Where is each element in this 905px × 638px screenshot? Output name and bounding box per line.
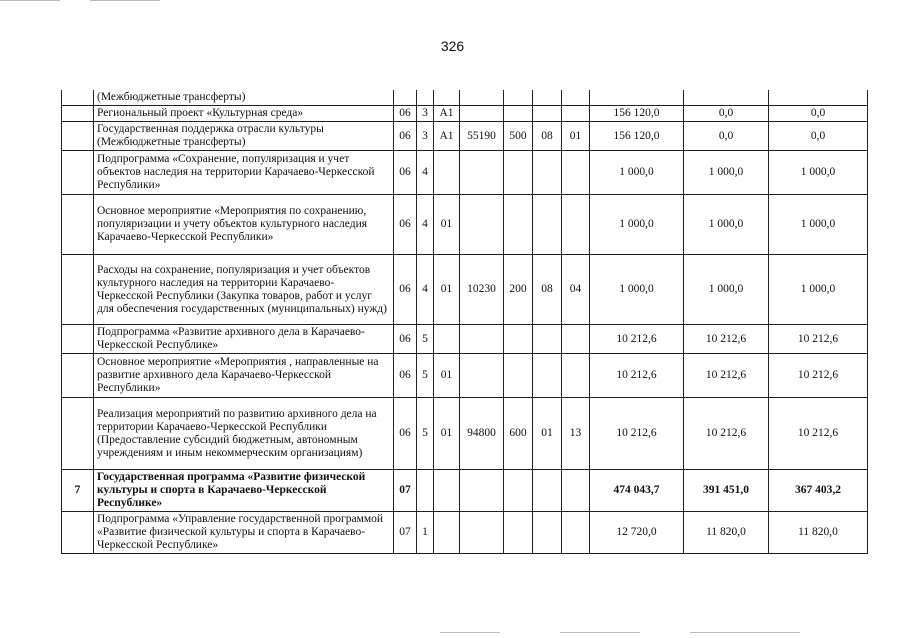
scan-artifact — [560, 632, 640, 633]
code-cell: 06 — [394, 151, 417, 195]
description-cell: Реализация мероприятий по развитию архивного дела на территории Карачаево-Черкесской Республики (Предоставление субсидий бюджетным, автономным учреждениям и иным некоммерческим организациям) — [94, 398, 394, 470]
amount-cell: 11 820,0 — [684, 512, 769, 554]
table-row — [62, 255, 868, 325]
code-cell — [504, 354, 533, 398]
scan-artifact — [690, 632, 800, 633]
code-cell: 1 — [417, 512, 434, 554]
amount-cell: 10 212,6 — [684, 325, 769, 354]
code-cell — [504, 470, 533, 512]
code-cell: 06 — [394, 354, 417, 398]
code-cell: 500 — [504, 122, 533, 151]
code-cell — [562, 90, 590, 106]
code-cell — [417, 470, 434, 512]
description-cell: Региональный проект «Культурная среда» — [94, 106, 394, 122]
code-cell — [434, 325, 460, 354]
code-cell: 04 — [562, 255, 590, 325]
code-cell: 200 — [504, 255, 533, 325]
table-row — [62, 512, 868, 554]
code-cell: 5 — [417, 354, 434, 398]
code-cell: 08 — [533, 255, 562, 325]
amount-cell: 1 000,0 — [684, 151, 769, 195]
amount-cell — [590, 90, 684, 106]
code-cell — [533, 195, 562, 255]
code-cell: 5 — [417, 325, 434, 354]
code-cell — [562, 354, 590, 398]
code-cell — [460, 354, 504, 398]
amount-cell: 10 212,6 — [769, 398, 868, 470]
code-cell: 07 — [394, 512, 417, 554]
code-cell: 3 — [417, 106, 434, 122]
description-cell: Подпрограмма «Развитие архивного дела в Карачаево-Черкесской Республике» — [94, 325, 394, 354]
row-number-cell — [62, 398, 94, 470]
code-cell: 3 — [417, 122, 434, 151]
row-number-cell: 7 — [62, 470, 94, 512]
code-cell — [533, 470, 562, 512]
code-cell — [434, 151, 460, 195]
code-cell: 94800 — [460, 398, 504, 470]
code-cell: 01 — [434, 398, 460, 470]
amount-cell: 1 000,0 — [590, 195, 684, 255]
code-cell — [533, 90, 562, 106]
amount-cell: 10 212,6 — [590, 325, 684, 354]
code-cell: 01 — [533, 398, 562, 470]
amount-cell — [769, 90, 868, 106]
amount-cell: 156 120,0 — [590, 122, 684, 151]
amount-cell: 0,0 — [769, 106, 868, 122]
amount-cell: 391 451,0 — [684, 470, 769, 512]
amount-cell: 1 000,0 — [590, 151, 684, 195]
scan-artifact — [90, 0, 160, 1]
code-cell — [562, 470, 590, 512]
row-number-cell — [62, 106, 94, 122]
code-cell — [504, 512, 533, 554]
code-cell: 10230 — [460, 255, 504, 325]
row-number-cell — [62, 122, 94, 151]
amount-cell: 0,0 — [684, 106, 769, 122]
table-row — [62, 354, 868, 398]
code-cell — [562, 325, 590, 354]
code-cell: 4 — [417, 255, 434, 325]
code-cell — [562, 151, 590, 195]
code-cell — [504, 195, 533, 255]
code-cell — [460, 90, 504, 106]
row-number-cell — [62, 151, 94, 195]
description-cell: Подпрограмма «Управление государственной программой «Развитие физической культуры и спорта в Карачаево-Черкесской Республике» — [94, 512, 394, 554]
amount-cell: 1 000,0 — [684, 195, 769, 255]
amount-cell: 156 120,0 — [590, 106, 684, 122]
row-number-cell — [62, 255, 94, 325]
amount-cell: 10 212,6 — [684, 354, 769, 398]
amount-cell: 11 820,0 — [769, 512, 868, 554]
amount-cell: 10 212,6 — [590, 398, 684, 470]
code-cell — [434, 470, 460, 512]
code-cell — [504, 106, 533, 122]
description-cell: Основное мероприятие «Мероприятия , направленные на развитие архивного дела Карачаево-Черкесской Республики» — [94, 354, 394, 398]
amount-cell — [684, 90, 769, 106]
code-cell — [434, 90, 460, 106]
row-number-cell — [62, 325, 94, 354]
description-cell: (Межбюджетные трансферты) — [94, 90, 394, 106]
amount-cell: 1 000,0 — [769, 195, 868, 255]
code-cell: A1 — [434, 106, 460, 122]
amount-cell: 0,0 — [684, 122, 769, 151]
code-cell — [394, 90, 417, 106]
table-row — [62, 122, 868, 151]
table-row — [62, 106, 868, 122]
description-cell: Основное мероприятие «Мероприятия по сохранению, популяризации и учету объектов культурного наследия Карачаево-Черкесской Республики» — [94, 195, 394, 255]
amount-cell: 1 000,0 — [769, 255, 868, 325]
row-number-cell — [62, 195, 94, 255]
table-row — [62, 398, 868, 470]
scan-artifact — [0, 0, 60, 1]
code-cell — [504, 151, 533, 195]
code-cell — [504, 325, 533, 354]
code-cell: A1 — [434, 122, 460, 151]
table-row — [62, 470, 868, 512]
code-cell — [460, 470, 504, 512]
code-cell: 4 — [417, 195, 434, 255]
budget-table — [61, 90, 868, 554]
table-body — [62, 90, 868, 554]
code-cell — [460, 106, 504, 122]
amount-cell: 10 212,6 — [769, 354, 868, 398]
row-number-cell — [62, 512, 94, 554]
code-cell — [460, 151, 504, 195]
code-cell: 13 — [562, 398, 590, 470]
table-row — [62, 325, 868, 354]
amount-cell: 10 212,6 — [684, 398, 769, 470]
code-cell: 01 — [562, 122, 590, 151]
code-cell: 600 — [504, 398, 533, 470]
amount-cell: 10 212,6 — [769, 325, 868, 354]
code-cell — [533, 106, 562, 122]
code-cell: 4 — [417, 151, 434, 195]
code-cell — [562, 106, 590, 122]
description-cell: Государственная поддержка отрасли культуры (Межбюджетные трансферты) — [94, 122, 394, 151]
code-cell — [460, 325, 504, 354]
code-cell: 01 — [434, 195, 460, 255]
code-cell — [533, 151, 562, 195]
code-cell: 06 — [394, 122, 417, 151]
amount-cell: 367 403,2 — [769, 470, 868, 512]
code-cell: 06 — [394, 255, 417, 325]
amount-cell: 12 720,0 — [590, 512, 684, 554]
code-cell: 07 — [394, 470, 417, 512]
description-cell: Подпрограмма «Сохранение, популяризация и учет объектов наследия на территории Карачаево-Черкесской Республики» — [94, 151, 394, 195]
code-cell — [460, 195, 504, 255]
code-cell — [460, 512, 504, 554]
code-cell: 06 — [394, 325, 417, 354]
code-cell — [533, 325, 562, 354]
amount-cell: 0,0 — [769, 122, 868, 151]
description-cell: Государственная программа «Развитие физической культуры и спорта в Карачаево-Черкесской Республике» — [94, 470, 394, 512]
amount-cell: 474 043,7 — [590, 470, 684, 512]
code-cell: 06 — [394, 195, 417, 255]
code-cell: 06 — [394, 398, 417, 470]
table-row — [62, 151, 868, 195]
scan-artifact — [440, 632, 500, 633]
amount-cell: 1 000,0 — [769, 151, 868, 195]
page-number: 326 — [440, 38, 465, 54]
table-row — [62, 195, 868, 255]
amount-cell: 1 000,0 — [590, 255, 684, 325]
code-cell: 55190 — [460, 122, 504, 151]
code-cell — [434, 512, 460, 554]
amount-cell: 10 212,6 — [590, 354, 684, 398]
code-cell: 01 — [434, 255, 460, 325]
code-cell: 01 — [434, 354, 460, 398]
row-number-cell — [62, 90, 94, 106]
amount-cell: 1 000,0 — [684, 255, 769, 325]
description-cell: Расходы на сохранение, популяризация и учет объектов культурного наследия на территории Карачаево-Черкесской Республики (Закупка товаров, работ и услуг для обеспечения государственных (муниципальных) нужд) — [94, 255, 394, 325]
code-cell: 5 — [417, 398, 434, 470]
code-cell — [562, 195, 590, 255]
row-number-cell — [62, 354, 94, 398]
code-cell — [533, 354, 562, 398]
code-cell — [417, 90, 434, 106]
code-cell — [562, 512, 590, 554]
code-cell: 08 — [533, 122, 562, 151]
table-row — [62, 90, 868, 106]
code-cell — [504, 90, 533, 106]
code-cell: 06 — [394, 106, 417, 122]
code-cell — [533, 512, 562, 554]
